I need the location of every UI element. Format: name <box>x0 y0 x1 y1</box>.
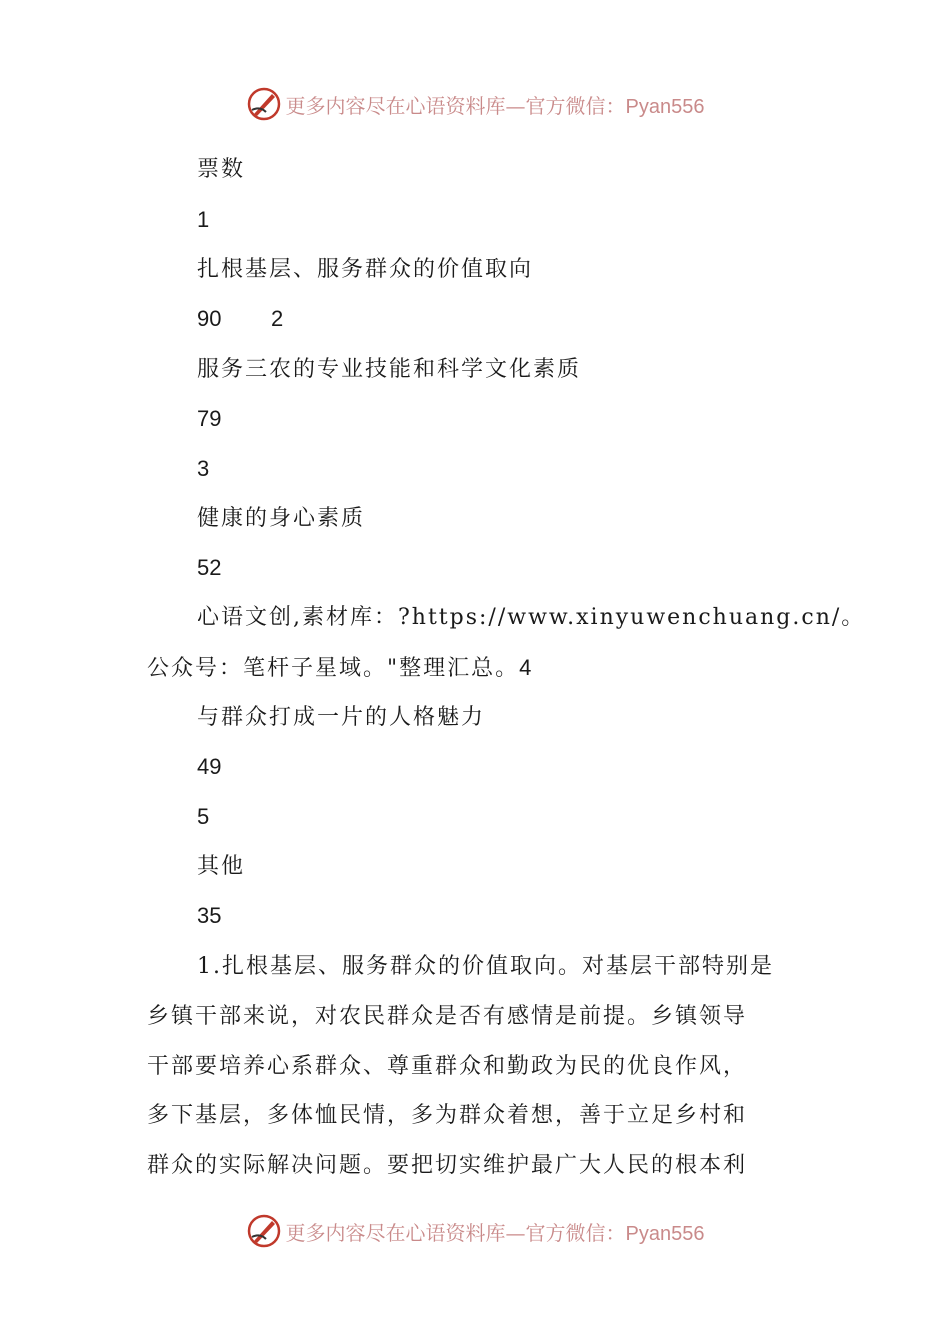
paragraph-line: 1.扎根基层、服务群众的价值取向。对基层干部特别是 <box>197 954 774 979</box>
row-votes: 79 <box>197 406 222 431</box>
row-index: 1 <box>197 207 210 232</box>
paragraph-line: 多下基层，多体恤民情，多为群众着想，善于立足乡村和 <box>147 1103 748 1128</box>
watermark-text: 更多内容尽在心语资料库—官方微信：Pyan556 <box>285 1220 705 1245</box>
row-votes: 52 <box>197 555 222 580</box>
row-votes: 49 <box>197 754 222 779</box>
paragraph-line: 乡镇干部来说，对农民群众是否有感情是前提。乡镇领导 <box>147 1004 748 1029</box>
pen-logo-icon <box>246 86 282 122</box>
row-index: 3 <box>197 456 210 481</box>
votes-header: 票数 <box>197 157 246 182</box>
notice-line-1: 心语文创,素材库：?https://www.xinyuwenchuang.cn/。 <box>197 605 866 630</box>
footer-watermark <box>0 1211 950 1251</box>
header-watermark <box>0 84 950 124</box>
notice-line-2: 公众号：笔杆子星域。"整理汇总。4 <box>147 655 532 681</box>
paragraph-line: 干部要培养心系群众、尊重群众和勤政为民的优良作风， <box>147 1054 748 1079</box>
watermark-text: 更多内容尽在心语资料库—官方微信：Pyan556 <box>285 93 705 118</box>
row-item: 扎根基层、服务群众的价值取向 <box>197 257 534 282</box>
row-item: 与群众打成一片的人格魅力 <box>197 705 486 730</box>
row-item: 其他 <box>197 854 246 879</box>
pen-logo-icon <box>246 1213 282 1249</box>
row-votes: 90 <box>197 306 222 331</box>
paragraph-line: 群众的实际解决问题。要把切实维护最广大人民的根本利 <box>147 1153 748 1178</box>
row-index: 5 <box>197 804 210 829</box>
row-votes: 35 <box>197 903 222 928</box>
row-item: 服务三农的专业技能和科学文化素质 <box>197 357 582 382</box>
row-index: 4 <box>519 655 532 680</box>
row-index: 2 <box>271 306 284 331</box>
row-item: 健康的身心素质 <box>197 506 366 531</box>
